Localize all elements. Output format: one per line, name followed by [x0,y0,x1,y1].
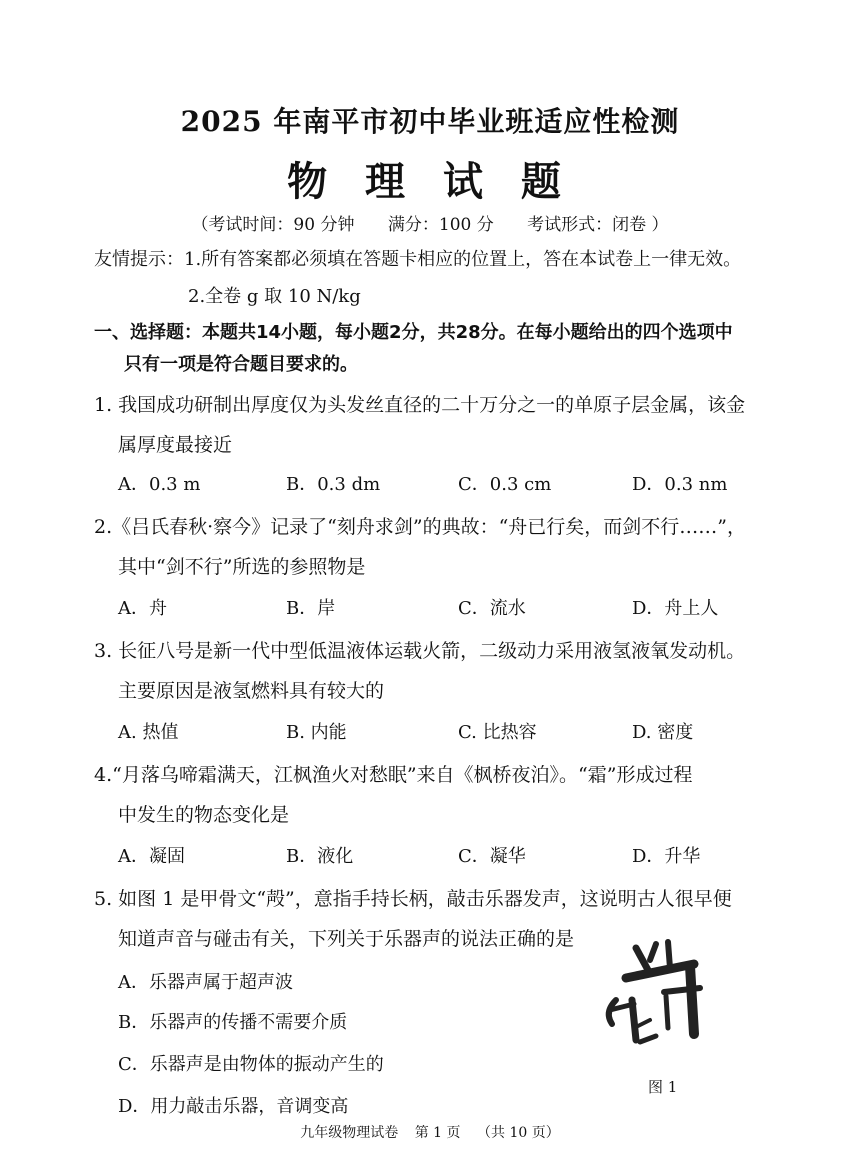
footer-total-pages: （共 10 页） [477,1125,560,1141]
tip-line-2: 2.全卷 g 取 10 N/kg [188,286,361,307]
oracle-bone-character-figure [590,930,730,1060]
question-1-option-b: B．0.3 dm [286,474,381,495]
question-4-option-b: B．液化 [286,846,354,867]
question-1-stem-line-1: 1. 我国成功研制出厚度仅为头发丝直径的二十万分之一的单原子层金属，该金 [94,394,746,416]
question-1-option-a: A．0.3 m [118,474,201,495]
exam-info [0,210,860,235]
exam-time: （考试时间：90 分钟 [191,215,355,235]
question-4-option-c: C．凝华 [458,846,526,867]
question-3-stem-line-1: 3. 长征八号是新一代中型低温液体运载火箭，二级动力采用液氢液氧发动机。 [94,640,746,662]
question-3-option-a: A. 热值 [118,722,179,743]
question-5-stem-line-2: 知道声音与碰击有关，下列关于乐器声的说法正确的是 [118,928,575,950]
question-5-stem-line-1: 5. 如图 1 是甲骨文“殸”，意指手持长柄，敲击乐器发声，这说明古人很早便 [94,888,732,910]
question-5-option-d: D．用力敲击乐器，音调变高 [118,1096,349,1117]
question-4-option-d: D．升华 [632,846,701,867]
figure-1-label: 图 1 [648,1078,678,1096]
section-heading-line-2: 只有一项是符合题目要求的。 [124,354,358,375]
question-4-option-a: A．凝固 [118,846,185,867]
question-1-option-d: D．0.3 nm [632,474,728,495]
question-2-option-a: A．舟 [118,598,167,619]
question-1-option-c: C．0.3 cm [458,474,552,495]
subject-title: 物 理 试 题 [287,158,573,205]
question-2-stem-line-2: 其中“剑不行”所选的参照物是 [118,556,366,578]
page-footer [0,1122,860,1142]
question-4-stem-line-2: 中发生的物态变化是 [118,804,290,826]
question-3-option-c: C. 比热容 [458,722,537,743]
question-5-option-b: B．乐器声的传播不需要介质 [118,1012,348,1033]
tip-line-1: 友情提示：1.所有答案都必须填在答题卡相应的位置上，答在本试卷上一律无效。 [94,249,742,270]
question-3-option-b: B. 内能 [286,722,347,743]
exam-title: 2025 年南平市初中毕业班适应性检测 [180,105,680,138]
question-4-stem-line-1: 4.“月落乌啼霜满天，江枫渔火对愁眠”来自《枫桥夜泊》。“霜”形成过程 [94,764,693,786]
section-heading-line-1: 一、选择题：本题共14小题，每小题2分，共28分。在每小题给出的四个选项中 [94,322,733,343]
question-5-option-c: C．乐器声是由物体的振动产生的 [118,1054,384,1075]
question-1-stem-line-2: 属厚度最接近 [118,434,233,456]
question-5-option-a: A．乐器声属于超声波 [118,972,293,993]
question-2-option-b: B．岸 [286,598,336,619]
exam-format: 考试形式：闭卷 ） [527,215,669,235]
question-2-option-d: D．舟上人 [632,598,719,619]
full-score: 满分：100 分 [387,215,494,235]
question-2-option-c: C．流水 [458,598,526,619]
footer-page-number: 第 1 页 [414,1125,461,1141]
question-3-option-d: D. 密度 [632,722,694,743]
footer-paper-name: 九年级物理试卷 [300,1125,399,1141]
question-2-stem-line-1: 2.《吕氏春秋·察今》记录了“刻舟求剑”的典故：“舟已行矣，而剑不行……”， [94,516,747,538]
question-3-stem-line-2: 主要原因是液氢燃料具有较大的 [118,680,385,702]
